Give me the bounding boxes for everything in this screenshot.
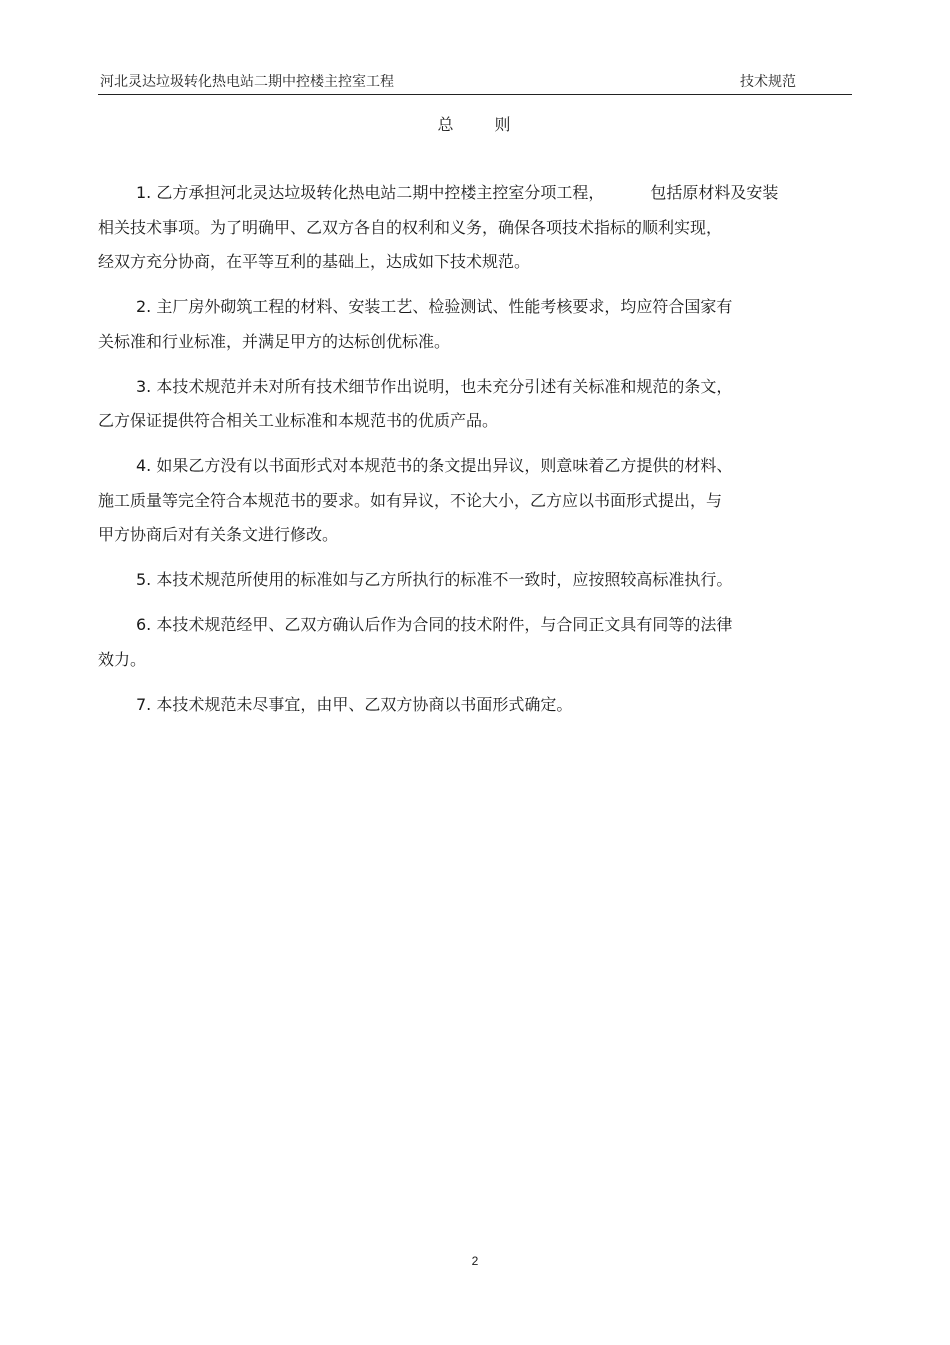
clause-line: 6. 本技术规范经甲、乙双方确认后作为合同的技术附件，与合同正文具有同等的法律 xyxy=(136,615,733,634)
clause-line: 效力。 xyxy=(98,649,147,669)
clause-line: 7. 本技术规范未尽事宜，由甲、乙双方协商以书面形式确定。 xyxy=(136,694,573,714)
page-title-char: 总 xyxy=(437,115,456,134)
clause-line: 2. 主厂房外砌筑工程的材料、安装工艺、检验测试、性能考核要求，均应符合国家有 xyxy=(136,297,733,316)
clause-line: 5. 本技术规范所使用的标准如与乙方所执行的标准不一致时，应按照较高标准执行。 xyxy=(136,570,733,589)
header-section-label: 技术规范 xyxy=(740,74,796,90)
clause-line-text: 1. 乙方承担河北灵达垃圾转化热电站二期中控楼主控室分项工程， xyxy=(136,183,605,202)
page-title xyxy=(0,112,950,135)
clause-3 xyxy=(98,370,858,439)
clause-line: 4. 如果乙方没有以书面形式对本规范书的条文提出异议，则意味着乙方提供的材料、 xyxy=(136,456,733,475)
clause-line: 相关技术事项。为了明确甲、乙双方各自的权利和义务，确保各项技术指标的顺利实现， xyxy=(98,217,723,237)
page-title-char: 则 xyxy=(494,115,513,134)
clause-line xyxy=(98,176,858,211)
clause-line: 施工质量等完全符合本规范书的要求。如有异议，不论大小，乙方应以书面形式提出，与 xyxy=(98,490,723,510)
page-number: 2 xyxy=(471,1254,479,1268)
page-header xyxy=(98,68,852,95)
document-body xyxy=(98,176,858,733)
clause-line-text: 包括原材料及安装 xyxy=(650,183,779,202)
clause-line: 3. 本技术规范并未对所有技术细节作出说明，也未充分引述有关标准和规范的条文， xyxy=(136,376,733,396)
clause-line: 甲方协商后对有关条文进行修改。 xyxy=(98,525,339,544)
header-project-title: 河北灵达垃圾转化热电站二期中控楼主控室工程 xyxy=(100,74,394,90)
clause-line: 乙方保证提供符合相关工业标准和本规范书的优质产品。 xyxy=(98,411,499,430)
clause-5 xyxy=(98,563,858,598)
clause-1 xyxy=(98,176,858,280)
clause-4 xyxy=(98,449,858,553)
clause-2 xyxy=(98,290,858,359)
clause-6 xyxy=(98,608,858,677)
clause-line: 经双方充分协商，在平等互利的基础上，达成如下技术规范。 xyxy=(98,252,531,271)
clause-7 xyxy=(98,688,858,723)
clause-line: 关标准和行业标准，并满足甲方的达标创优标准。 xyxy=(98,331,451,351)
